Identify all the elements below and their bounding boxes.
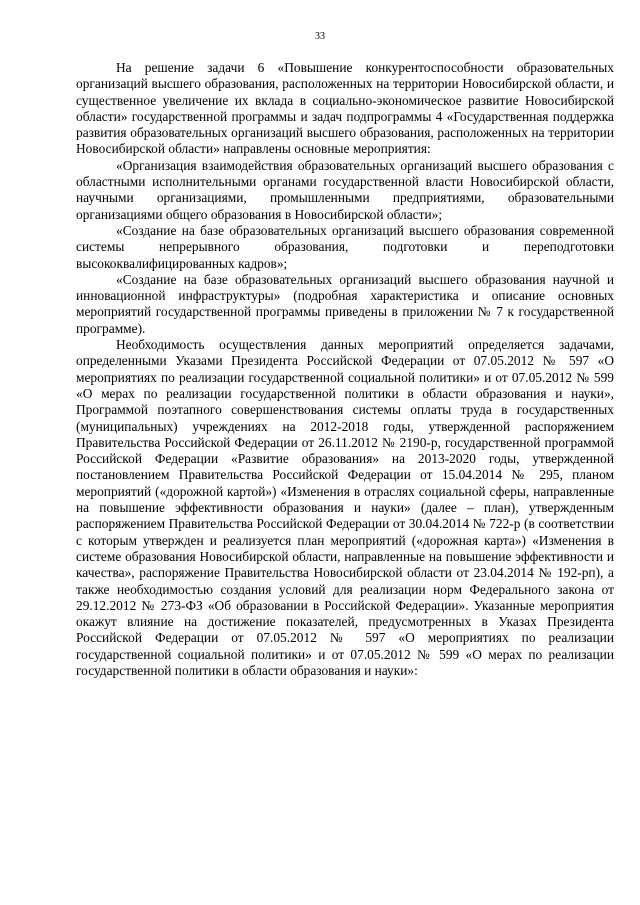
paragraph-task-6-intro: На решение задачи 6 «Повышение конкурентоспособности образовательных организаций высшего образования, расположенных на территории Новосибирской области, и существенное увеличение их вклада в социально-экономическое развитие Новосибирской области» государственной программы и задач подпрограммы 4 «Государственная поддержка развития образовательных организаций высшего образования, расположенных на территории Новосибирской области» направлены основные мероприятия: — [76, 60, 614, 157]
paragraph-measure-infrastructure: «Создание на базе образовательных организаций высшего образования научной и инновационной инфраструктуры» (подробная характеристика и описание основных мероприятий государственной программы приведены в приложении № 7 к государственной программе). — [76, 271, 614, 336]
paragraph-measure-continuous-education: «Создание на базе образовательных организаций высшего образования современной системы непрерывного образования, подготовки и переподготовки высококвалифицированных кадров»; — [76, 222, 614, 271]
document-body — [76, 60, 614, 679]
paragraph-necessity: Необходимость осуществления данных мероприятий определяется задачами, определенными Указами Президента Российской Федерации от 07.05.2012 № 597 «О мероприятиях по реализации государственной социальной политики» и от 07.05.2012 № 599 «О мерах по реализации государственной политики в области образования и науки», Программой поэтапного совершенствования системы оплаты труда в государственных (муниципальных) учреждениях на 2012-2018 годы, утвержденной распоряжением Правительства Российской Федерации от 26.11.2012 № 2190-р, государственной программой Российской Федерации «Развитие образования» на 2013-2020 годы, утвержденной постановлением Правительства Российской Федерации от 15.04.2014 № 295, планом мероприятий («дорожной картой») «Изменения в отраслях социальной сферы, направленные на повышение эффективности образования и науки» (далее – план), утвержденным распоряжением Правительства Российской Федерации от 30.04.2014 № 722-р (в соответствии с которым утвержден и реализуется план мероприятий («дорожная карта») «Изменения в системе образования Новосибирской области, направленные на повышение эффективности и качества», распоряжение Правительства Новосибирской области от 23.04.2014 № 192-рп), а также необходимостью создания условий для реализации норм Федерального закона от 29.12.2012 № 273-ФЗ «Об образовании в Российской Федерации». Указанные мероприятия окажут влияние на достижение показателей, предусмотренных в Указах Президента Российской Федерации от 07.05.2012 № 597 «О мероприятиях по реализации государственной социальной политики» и от 07.05.2012 № 599 «О мерах по реализации государственной политики в области образования и науки»: — [76, 337, 614, 678]
page-number: 33 — [315, 31, 325, 42]
paragraph-measure-interaction: «Организация взаимодействия образовательных организаций высшего образования с областными исполнительными органами государственной власти Новосибирской области, научными организациями, промышленными предприятиями, образовательными организациями общего образования в Новосибирской области»; — [76, 157, 614, 222]
